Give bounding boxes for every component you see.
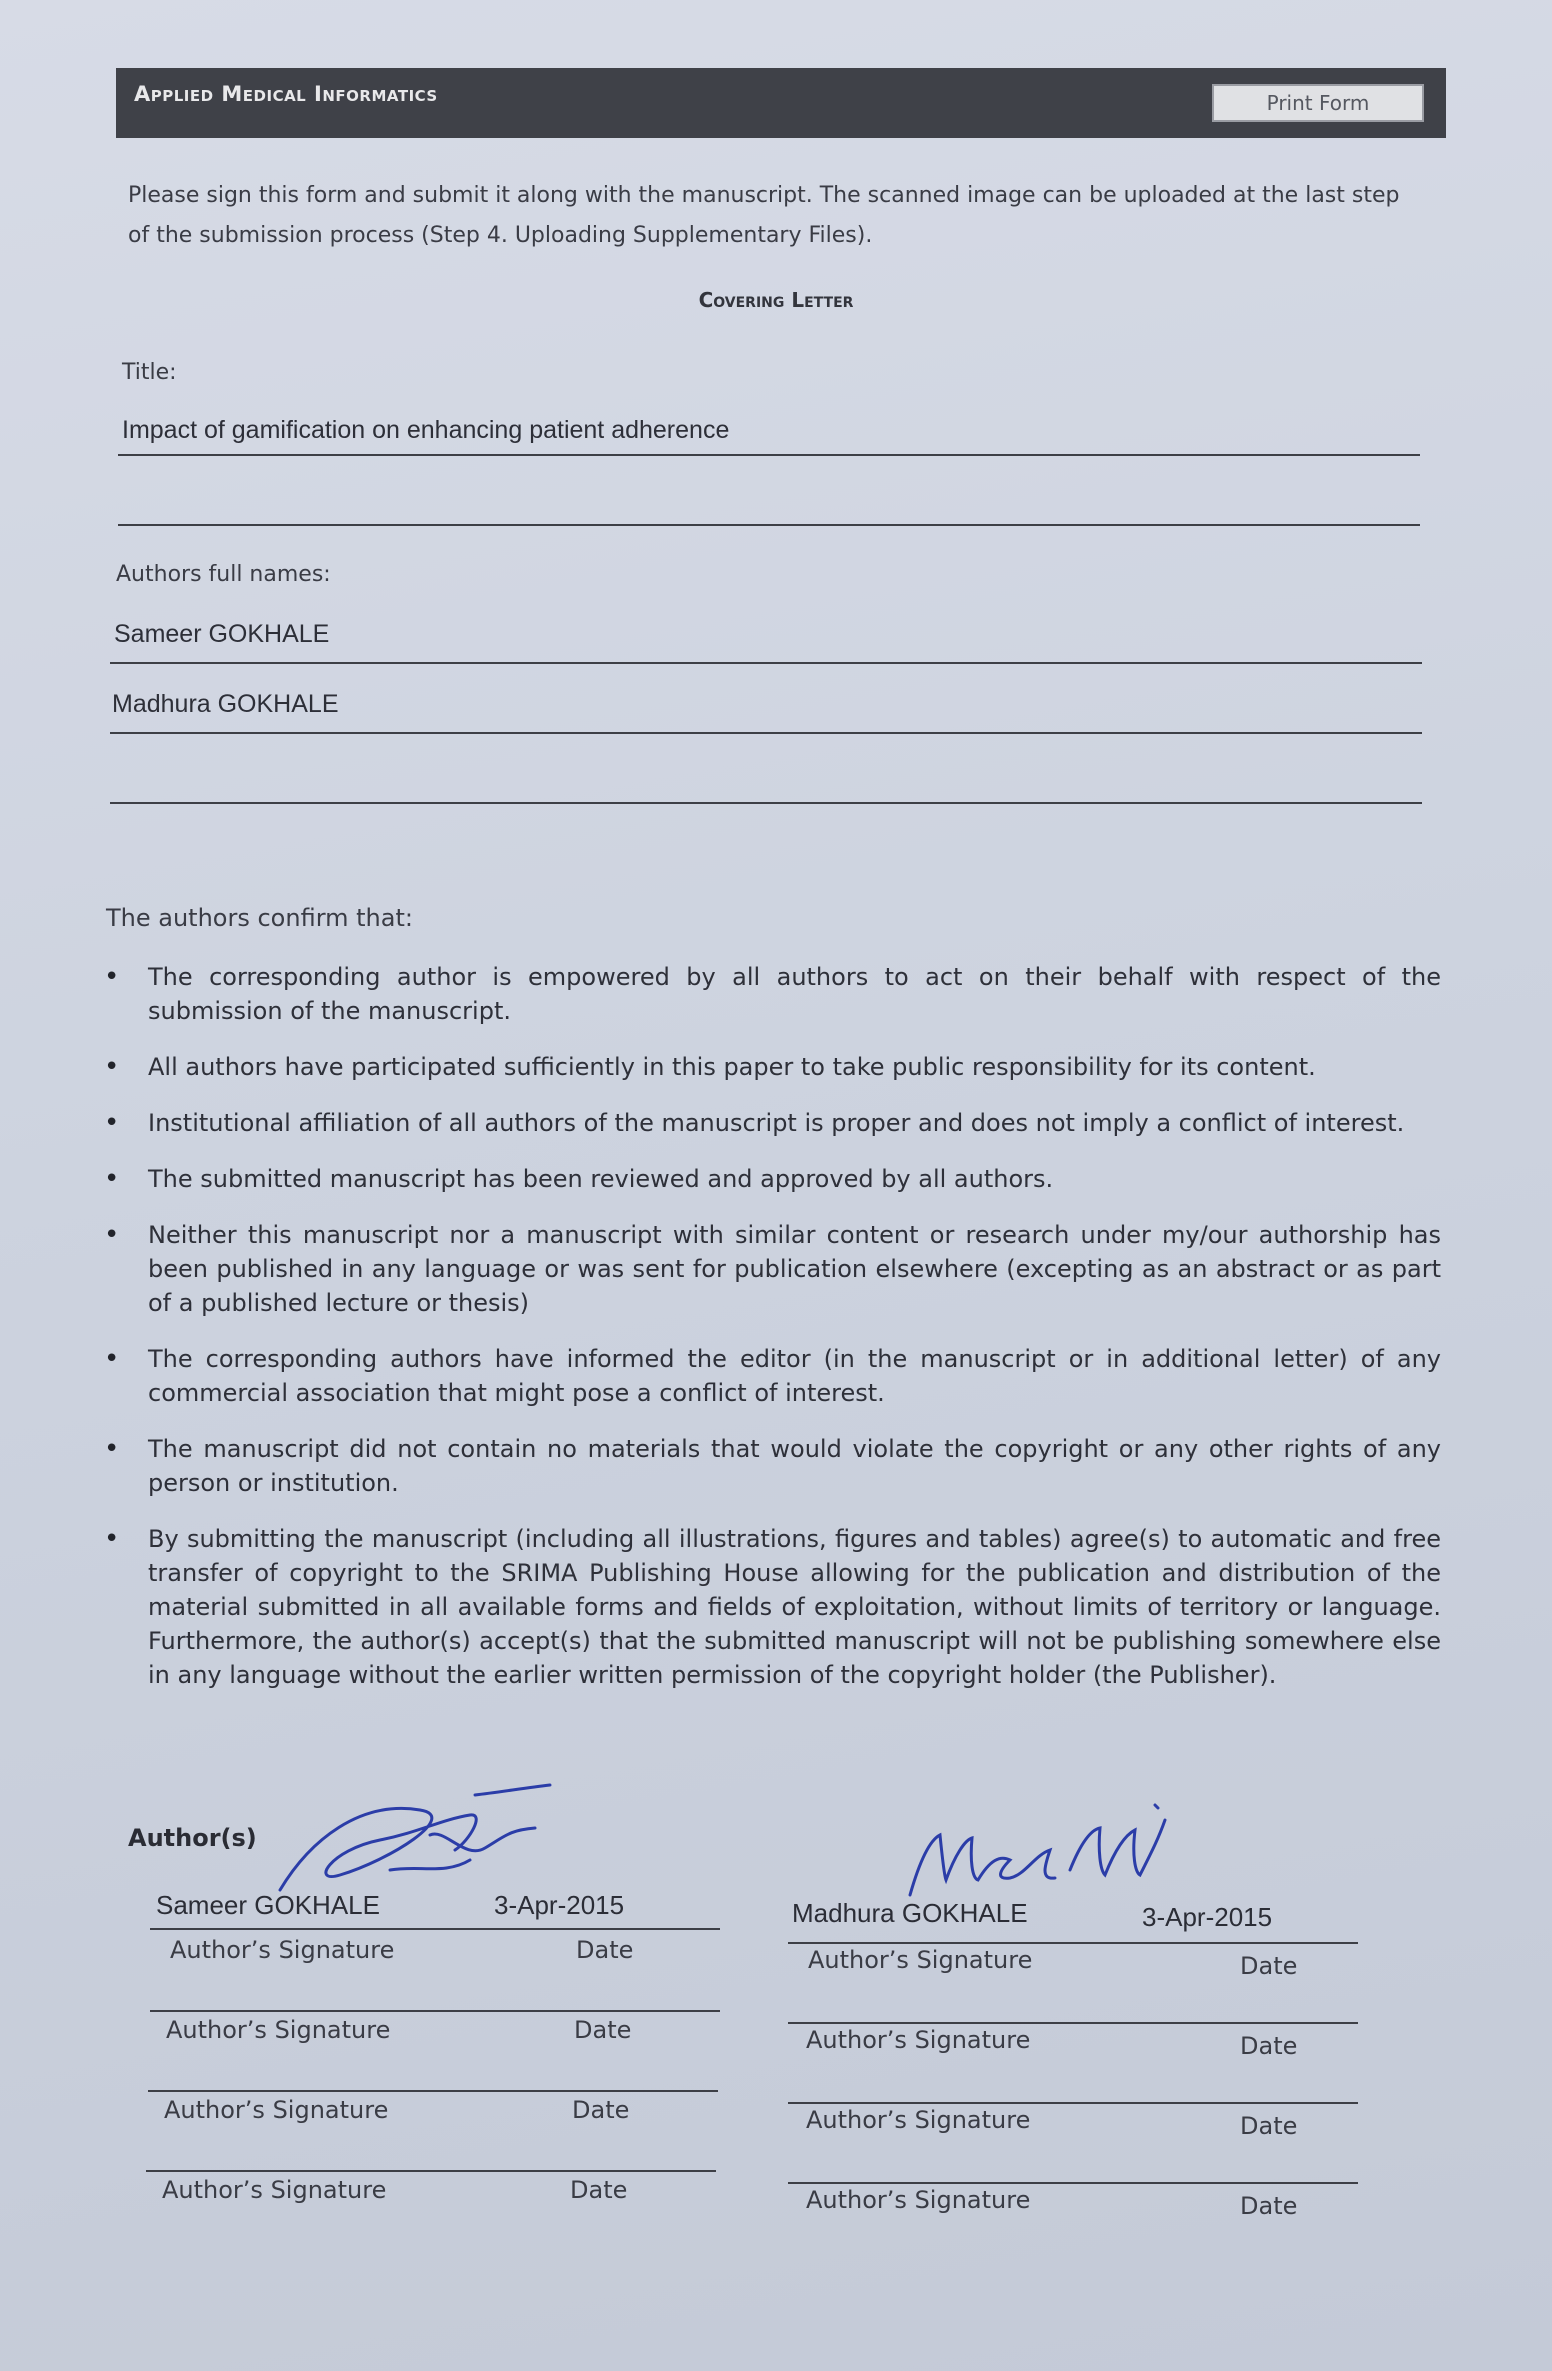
print-form-button[interactable]: Print Form — [1212, 84, 1424, 122]
signature-scrawl-right — [900, 1800, 1190, 1910]
signature-caption: Author’s Signature — [806, 2186, 1031, 2214]
signature-line-left-1 — [150, 1928, 720, 1930]
signature-caption: Author’s Signature — [808, 1946, 1033, 1974]
date-caption: Date — [572, 2096, 630, 2124]
confirmation-item: • The corresponding author is empowered by all authors to act on their behalf with respect of the submission of the manuscript. — [96, 960, 1441, 1028]
signature-line-left-2 — [150, 2010, 720, 2012]
date-caption: Date — [570, 2176, 628, 2204]
author-line-1 — [110, 662, 1422, 664]
signature-line-left-4 — [146, 2170, 716, 2172]
confirmation-item: • Neither this manuscript nor a manuscript with similar content or research under my/our authorship has been published in any language or was sent for publication elsewhere (excepting as an abstract or as part of a published lecture or thesis) — [96, 1218, 1441, 1320]
author-line-2 — [110, 732, 1422, 734]
signature-name-right-1[interactable]: Madhura GOKHALE — [792, 1898, 1028, 1928]
date-caption: Date — [574, 2016, 632, 2044]
title-line-1 — [118, 454, 1420, 456]
signature-line-right-2 — [788, 2022, 1358, 2024]
header-bar — [116, 68, 1446, 138]
confirmation-item: • The manuscript did not contain no materials that would violate the copyright or any other rights of any person or institution. — [96, 1432, 1441, 1500]
title-label: Title: — [122, 360, 177, 385]
author-name-field-2[interactable]: Madhura GOKHALE — [112, 690, 339, 718]
signature-caption: Author’s Signature — [166, 2016, 391, 2044]
date-caption: Date — [1240, 2112, 1298, 2140]
author-name-field-1[interactable]: Sameer GOKHALE — [114, 620, 330, 648]
signature-line-left-3 — [148, 2090, 718, 2092]
signature-caption: Author’s Signature — [806, 2106, 1031, 2134]
intro-text: Please sign this form and submit it along with the manuscript. The scanned image can be uploaded at the last step of the submission process (Step 4. Uploading Supplementary Files). — [128, 183, 1400, 248]
signature-line-right-3 — [788, 2102, 1358, 2104]
title-field[interactable]: Impact of gamification on enhancing patient adherence — [122, 416, 730, 444]
signature-caption: Author’s Signature — [806, 2026, 1031, 2054]
signature-name-left-1[interactable]: Sameer GOKHALE — [156, 1890, 380, 1920]
date-caption: Date — [1240, 2192, 1298, 2220]
confirmation-item: • Institutional affiliation of all authors of the manuscript is proper and does not imply a conflict of interest. — [96, 1106, 1441, 1140]
signature-caption: Author’s Signature — [164, 2096, 389, 2124]
signature-line-right-4 — [788, 2182, 1358, 2184]
confirmation-list — [96, 960, 1441, 1714]
signature-line-right-1 — [788, 1942, 1358, 1944]
title-line-2 — [118, 524, 1420, 526]
confirmation-item: • By submitting the manuscript (including all illustrations, figures and tables) agree(s) to automatic and free transfer of copyright to the SRIMA Publishing House allowing for the publication and distribution of the material submitted in all available forms and fields of exploitation, without limits of territory or language. Furthermore, the author(s) accept(s) that the submitted manuscript will not be publishing somewhere else in any language without the earlier written permission of the copyright holder (the Publisher). — [96, 1522, 1441, 1692]
date-caption: Date — [576, 1936, 634, 1964]
signature-date-right-1[interactable]: 3-Apr-2015 — [1142, 1902, 1273, 1932]
authors-label: Authors full names: — [116, 562, 331, 587]
author-line-3 — [110, 802, 1422, 804]
authors-heading: Author(s) — [128, 1824, 257, 1852]
date-caption: Date — [1240, 2032, 1298, 2060]
journal-name: Applied Medical Informatics — [134, 82, 438, 106]
signature-caption: Author’s Signature — [162, 2176, 387, 2204]
signature-caption: Author’s Signature — [170, 1936, 395, 1964]
confirmation-item: • The submitted manuscript has been reviewed and approved by all authors. — [96, 1162, 1441, 1196]
confirmation-item: • The corresponding authors have informed the editor (in the manuscript or in additional letter) of any commercial association that might pose a conflict of interest. — [96, 1342, 1441, 1410]
date-caption: Date — [1240, 1952, 1298, 1980]
signature-date-left-1[interactable]: 3-Apr-2015 — [494, 1890, 625, 1920]
confirm-intro: The authors confirm that: — [106, 904, 413, 932]
section-title: Covering Letter — [698, 288, 854, 312]
confirmation-item: • All authors have participated sufficiently in this paper to take public responsibility for its content. — [96, 1050, 1441, 1084]
